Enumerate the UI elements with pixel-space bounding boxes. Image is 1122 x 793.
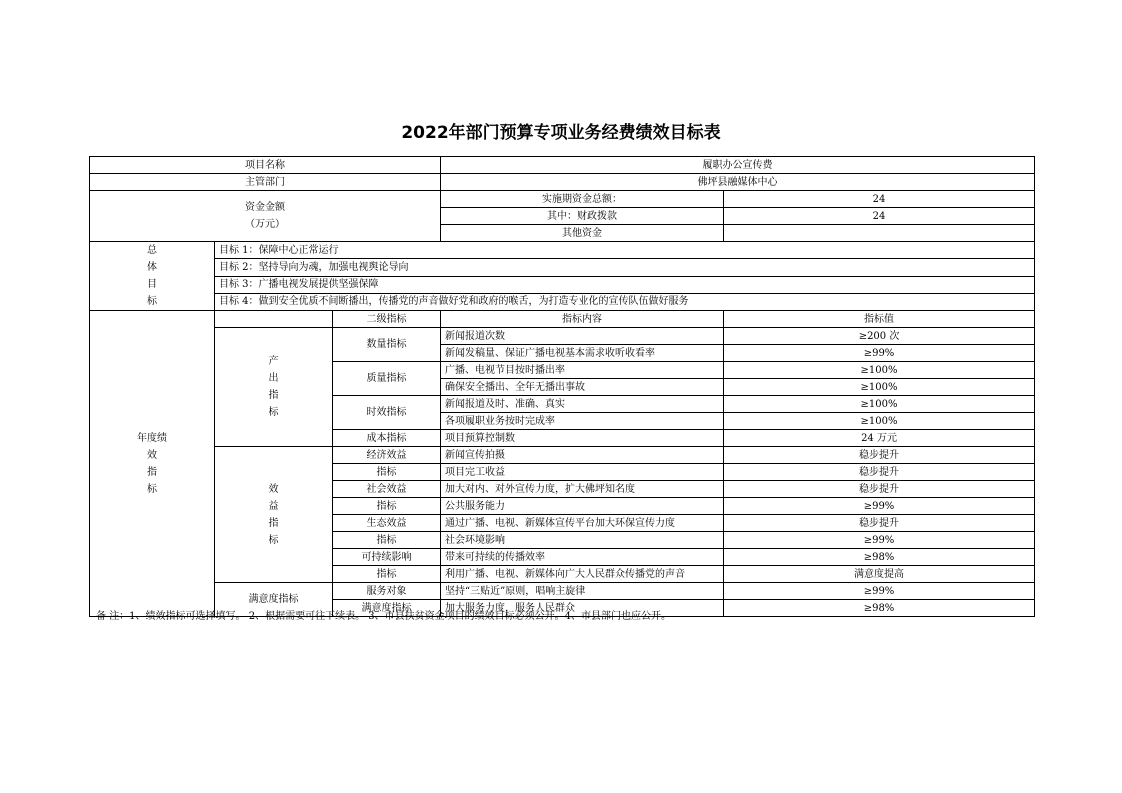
level2-quantity: 数量指标 [333, 328, 441, 362]
indicator-value: ≥200 次 [724, 328, 1035, 345]
annual-indicator-label: 年度绩 效 指 标 [90, 311, 215, 617]
goal-2: 目标 2：坚持导向为魂，加强电视舆论导向 [215, 259, 1035, 276]
indicator-content: 新闻发稿量、保证广播电视基本需求收听收看率 [441, 345, 724, 362]
overall-goal-label: 总 体 目 标 [90, 242, 215, 311]
indicator-value: 稳步提升 [724, 481, 1035, 498]
indicator-row [90, 447, 1035, 464]
indicator-row [90, 328, 1035, 345]
funds-total-label: 实施期资金总额： [441, 191, 724, 208]
footnote: 备 注：1、绩效指标可选择填写。 2、根据需要可往下续表。 3、市县扶贫资金项目的绩效目标必须公开。4、市县部门也应公开。 [96, 611, 671, 622]
funds-other-label: 其他资金 [441, 225, 724, 242]
indicator-value: ≥100% [724, 362, 1035, 379]
dept-row [90, 174, 1035, 191]
indicator-value: ≥99% [724, 532, 1035, 549]
indicator-value: 稳步提升 [724, 464, 1035, 481]
level2-service-object: 服务对象 [333, 583, 441, 600]
indicator-content: 通过广播、电视、新媒体宣传平台加大环保宣传力度 [441, 515, 724, 532]
indicator-content: 利用广播、电视、新媒体向广大人民群众传播党的声音 [441, 566, 724, 583]
indicator-row [90, 583, 1035, 600]
indicator-content: 公共服务能力 [441, 498, 724, 515]
annual-header-row [90, 311, 1035, 328]
goal-row [90, 259, 1035, 276]
project-row [90, 157, 1035, 174]
level2-sustainable-cont: 指标 [333, 566, 441, 583]
goal-row [90, 276, 1035, 293]
funds-row [90, 191, 1035, 208]
project-label: 项目名称 [90, 157, 441, 174]
level2-social: 社会效益 [333, 481, 441, 498]
dept-value: 佛坪县融媒体中心 [441, 174, 1035, 191]
goal-row [90, 242, 1035, 259]
indicator-value: ≥99% [724, 498, 1035, 515]
level2-sustainable: 可持续影响 [333, 549, 441, 566]
indicator-content: 坚持“三贴近”原则，唱响主旋律 [441, 583, 724, 600]
level2-timeliness: 时效指标 [333, 396, 441, 430]
header-level1 [215, 311, 333, 328]
indicator-content: 新闻报道及时、准确、真实 [441, 396, 724, 413]
funds-fiscal-value: 24 [724, 208, 1035, 225]
funds-other-value [724, 225, 1035, 242]
indicator-content: 确保安全播出、全年无播出事故 [441, 379, 724, 396]
project-value: 履职办公宣传费 [441, 157, 1035, 174]
indicator-value: ≥100% [724, 413, 1035, 430]
indicator-value: 稳步提升 [724, 447, 1035, 464]
goal-3: 目标 3：广播电视发展提供坚强保障 [215, 276, 1035, 293]
indicator-content: 项目预算控制数 [441, 430, 724, 447]
indicator-value: 满意度提高 [724, 566, 1035, 583]
indicator-value: 24 万元 [724, 430, 1035, 447]
funds-total-value: 24 [724, 191, 1035, 208]
goal-row [90, 293, 1035, 310]
indicator-content: 广播、电视节目按时播出率 [441, 362, 724, 379]
indicator-content: 新闻宣传拍摄 [441, 447, 724, 464]
level2-quality: 质量指标 [333, 362, 441, 396]
performance-table [89, 156, 1035, 617]
indicator-content: 新闻报道次数 [441, 328, 724, 345]
indicator-value: 稳步提升 [724, 515, 1035, 532]
header-content: 指标内容 [441, 311, 724, 328]
indicator-content: 带来可持续的传播效率 [441, 549, 724, 566]
level2-satisfaction: 满意度指标 [333, 600, 441, 617]
indicator-value: ≥100% [724, 379, 1035, 396]
indicator-content: 各项履职业务按时完成率 [441, 413, 724, 430]
indicator-content: 加大服务力度，服务人民群众 [441, 600, 724, 617]
satisfaction-indicator-label: 满意度指标 [215, 583, 333, 617]
output-indicator-label: 产 出 指 标 [215, 328, 333, 447]
indicator-content: 加大对内、对外宣传力度，扩大佛坪知名度 [441, 481, 724, 498]
indicator-value: ≥99% [724, 345, 1035, 362]
funds-label: 资金金额 （万元） [90, 191, 441, 242]
dept-label: 主管部门 [90, 174, 441, 191]
level2-cost: 成本指标 [333, 430, 441, 447]
page-title: 2022年部门预算专项业务经费绩效目标表 [401, 123, 721, 143]
goal-1: 目标 1：保障中心正常运行 [215, 242, 1035, 259]
level2-social-cont: 指标 [333, 498, 441, 515]
indicator-value: ≥98% [724, 549, 1035, 566]
benefit-indicator-label: 效 益 指 标 [215, 447, 333, 583]
indicator-value: ≥98% [724, 600, 1035, 617]
level2-economic-cont: 指标 [333, 464, 441, 481]
indicator-value: ≥100% [724, 396, 1035, 413]
level2-economic: 经济效益 [333, 447, 441, 464]
level2-ecological-cont: 指标 [333, 532, 441, 549]
goal-4: 目标 4：做到安全优质不间断播出，传播党的声音做好党和政府的喉舌，为打造专业化的宣传队伍做好服务 [215, 293, 1035, 310]
indicator-content: 社会环境影响 [441, 532, 724, 549]
indicator-value: ≥99% [724, 583, 1035, 600]
header-level2: 二级指标 [333, 311, 441, 328]
indicator-content: 项目完工收益 [441, 464, 724, 481]
level2-ecological: 生态效益 [333, 515, 441, 532]
funds-fiscal-label: 其中：财政拨款 [441, 208, 724, 225]
header-value: 指标值 [724, 311, 1035, 328]
